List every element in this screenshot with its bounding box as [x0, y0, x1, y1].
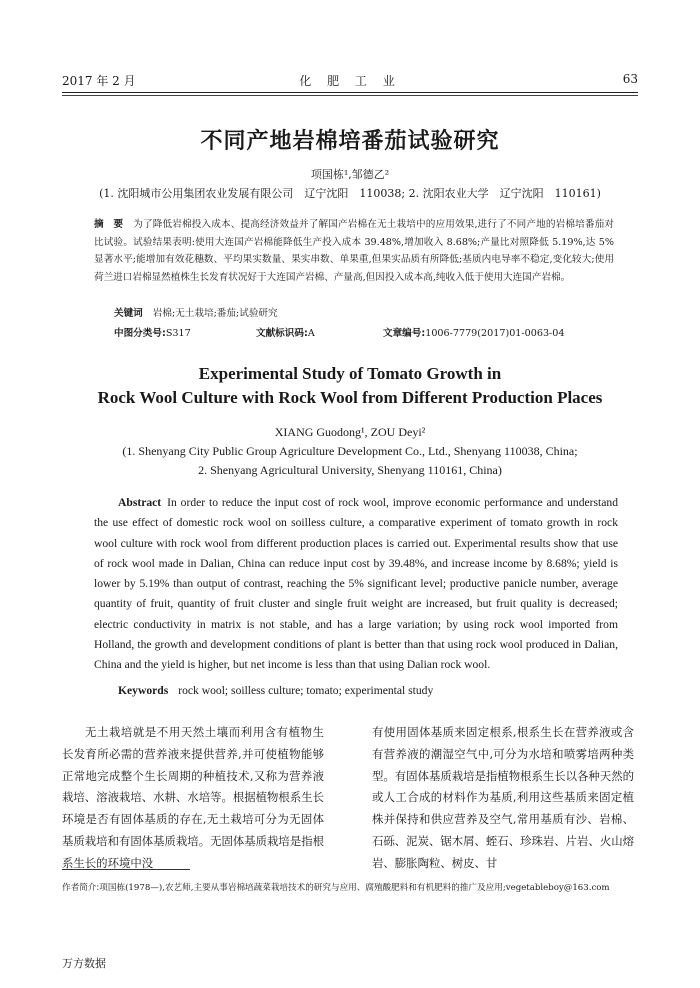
- keywords-chinese: [114, 305, 278, 319]
- footnote-text: 项国栋(1978—),农艺师,主要从事岩棉培蔬菜栽培技术的研究与应用、腐殖酸肥料和有机肥料的推广及应用;vegetableboy@163.com: [99, 883, 610, 893]
- title-english-line-1: Experimental Study of Tomato Growth in: [198, 364, 502, 383]
- abstract-english: [94, 493, 618, 676]
- header-page-number: 63: [622, 72, 638, 86]
- abstract-english-label: Abstract: [118, 496, 162, 509]
- database-watermark: 万方数据: [62, 957, 106, 970]
- title-english-line-2: Rock Wool Culture with Rock Wool from Different Production Places: [97, 388, 603, 407]
- body-column-right: 有使用固体基质来固定根系,根系生长在营养液或含有营养液的潮湿空气中,可分为水培和喷雾培两种类型。有固体基质栽培是指植物根系生长以各种天然的或人工合成的材料作为基质,利用这些基质来固定植株并保持和供应营养及空气,常用基质有沙、岩棉、石砾、泥炭、锯木屑、蛭石、珍珠岩、片岩、火山熔岩、膨胀陶粒、树皮、甘: [372, 725, 634, 870]
- running-header: [62, 72, 638, 88]
- header-date: 2017 年 2 月: [62, 74, 136, 88]
- authors-english: XIANG Guodong¹, ZOU Deyi²: [274, 425, 426, 439]
- abstract-chinese: [94, 216, 614, 286]
- affiliation-chinese: (1. 沈阳城市公用集团农业发展有限公司 辽宁沈阳 110038; 2. 沈阳农业大学 辽宁沈阳 110161): [99, 187, 601, 200]
- author-footnote: [62, 880, 640, 896]
- clc-number: 中图分类号:S317: [114, 328, 191, 339]
- affiliation-english: (1. Shenyang City Public Group Agriculture Development Co., Ltd., Shenyang 110038, China; 2. Shenyang Agricultural University, Shenyang 110161, China): [122, 444, 578, 477]
- keywords-chinese-label: 关键词: [114, 308, 143, 319]
- body-column-left: 无土栽培就是不用天然土壤而利用含有植物生长发育所必需的营养液来提供营养,并可使植物能够正常地完成整个生长周期的种植技术,又称为营养液栽培、溶液栽培、水耕、水培等。根据植物根系生长环境是否有固体基质的存在,无土栽培可分为无固体基质栽培和有固体基质栽培。无固体基质栽培是指根系生长的环境中没: [62, 725, 324, 870]
- authors-chinese: 项国栋¹,邹德乙²: [310, 168, 390, 181]
- document-code: 文献标识码:A: [256, 328, 315, 339]
- abstract-english-text: In order to reduce the input cost of rock wool, improve economic performance and understand the use effect of domestic rock wool on soilless culture, a comparative experiment of tomato growth in rock wool culture with rock wool from different production places is carried out. Experimental results show that use of rock wool made in Dalian, China can reduce input cost by 39.48%, and increase income by 8.68%; yield is lower by 5.19% than output of contrast, reaching the 5% significant level; productive panicle number, average quantity of fruit, quantity of fruit cluster and single fruit weight are increased, but fruit quality is decreased; electric conductivity in matrix is not stable, and has a large variation; by using rock wool imported from Holland, the growth and development conditions of plant is better than that using rock wool produced in Dalian, China and the yield is higher, but net income is less than that using Dalian rock wool.: [94, 496, 618, 672]
- header-journal: 化 肥 工 业: [299, 74, 401, 88]
- header-rule-thick: [62, 92, 638, 93]
- title-chinese: 不同产地岩棉培番茄试验研究: [200, 129, 500, 154]
- abstract-chinese-text: 为了降低岩棉投入成本、提高经济效益并了解国产岩棉在无土栽培中的应用效果,进行了不同产地的岩棉培番茄对比试验。试验结果表明:使用大连国产岩棉能降低生产投入成本 39.48%,增加收入 8.68%;产量比对照降低 5.19%,达 5%显著水平;能增加有效花穗数、平均果实数量、果实串数、单果重,但果实品质有所降低;基质内电导率不稳定,变化较大;使用荷兰进口岩棉显然植株生长发育状况好于大连国产岩棉、产量高,但因投入成本高,纯收入低于使用大连国产岩棉。: [94, 219, 614, 283]
- title-english: [0, 362, 700, 410]
- keywords-english-text: rock wool; soilless culture; tomato; experimental study: [178, 684, 434, 697]
- keywords-english-label: Keywords: [118, 684, 169, 697]
- footnote-rule: [62, 869, 190, 870]
- abstract-chinese-label: 摘 要: [94, 219, 124, 230]
- article-number: 文章编号:1006-7779(2017)01-0063-04: [383, 328, 565, 339]
- keywords-chinese-text: 岩棉;无土栽培;番茄;试验研究: [152, 308, 278, 319]
- footnote-label: 作者简介:: [62, 883, 100, 893]
- header-rule-thin: [62, 95, 638, 96]
- keywords-english: [118, 684, 433, 697]
